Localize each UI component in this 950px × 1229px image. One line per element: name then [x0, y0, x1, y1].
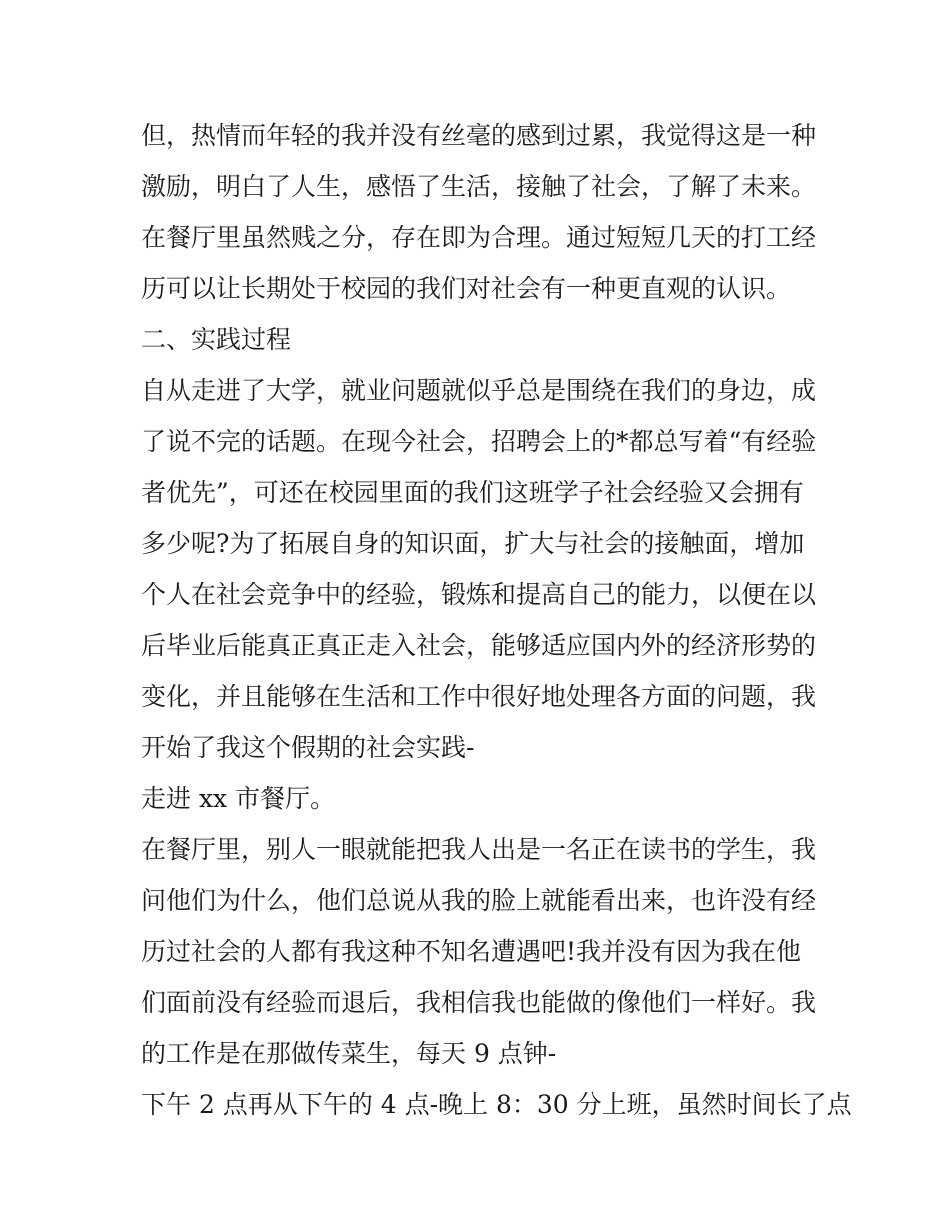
text-line: 们面前没有经验而退后，我相信我也能做的像他们一样好。我: [141, 988, 817, 1017]
text-line: 但，热情而年轻的我并没有丝毫的感到过累，我觉得这是一种: [141, 121, 817, 150]
text-line: 激励，明白了人生，感悟了生活，接触了社会，了解了未来。: [141, 172, 817, 201]
text-line: 的工作是在那做传菜生，每天 9 点钟-: [141, 1039, 557, 1068]
text-line: 个人在社会竞争中的经验，锻炼和提高自己的能力，以便在以: [141, 580, 817, 609]
text-line: 走进 xx 市餐厅。: [141, 784, 336, 813]
section-heading: 二、实践过程: [141, 325, 292, 354]
document-body: [141, 110, 852, 1130]
text-line: 历可以让长期处于校园的我们对社会有一种更直观的认识。: [141, 274, 792, 303]
text-line: 了说不完的话题。在现今社会，招聘会上的*都总写着“有经验: [141, 427, 817, 456]
text-line: 问他们为什么，他们总说从我的脸上就能看出来，也许没有经: [141, 886, 817, 915]
text-line: 自从走进了大学，就业问题就似乎总是围绕在我们的身边，成: [141, 376, 817, 405]
text-line: 历过社会的人都有我这种不知名遭遇吧!我并没有因为我在他: [141, 937, 802, 966]
text-line: 开始了我这个假期的社会实践-: [141, 733, 475, 762]
text-line: 在餐厅里，别人一眼就能把我人出是一名正在读书的学生，我: [141, 835, 817, 864]
text-line: 变化，并且能够在生活和工作中很好地处理各方面的问题，我: [141, 682, 817, 711]
text-line: 者优先”，可还在校园里面的我们这班学子社会经验又会拥有: [141, 478, 804, 507]
text-line: 后毕业后能真正真正走入社会，能够适应国内外的经济形势的: [141, 631, 817, 660]
text-line: 下午 2 点再从下午的 4 点-晚上 8：30 分上班，虽然时间长了点: [141, 1090, 852, 1119]
text-line: 多少呢?为了拓展自身的知识面，扩大与社会的接触面，增加: [141, 529, 805, 558]
text-line: 在餐厅里虽然贱之分，存在即为合理。通过短短几天的打工经: [141, 223, 817, 252]
